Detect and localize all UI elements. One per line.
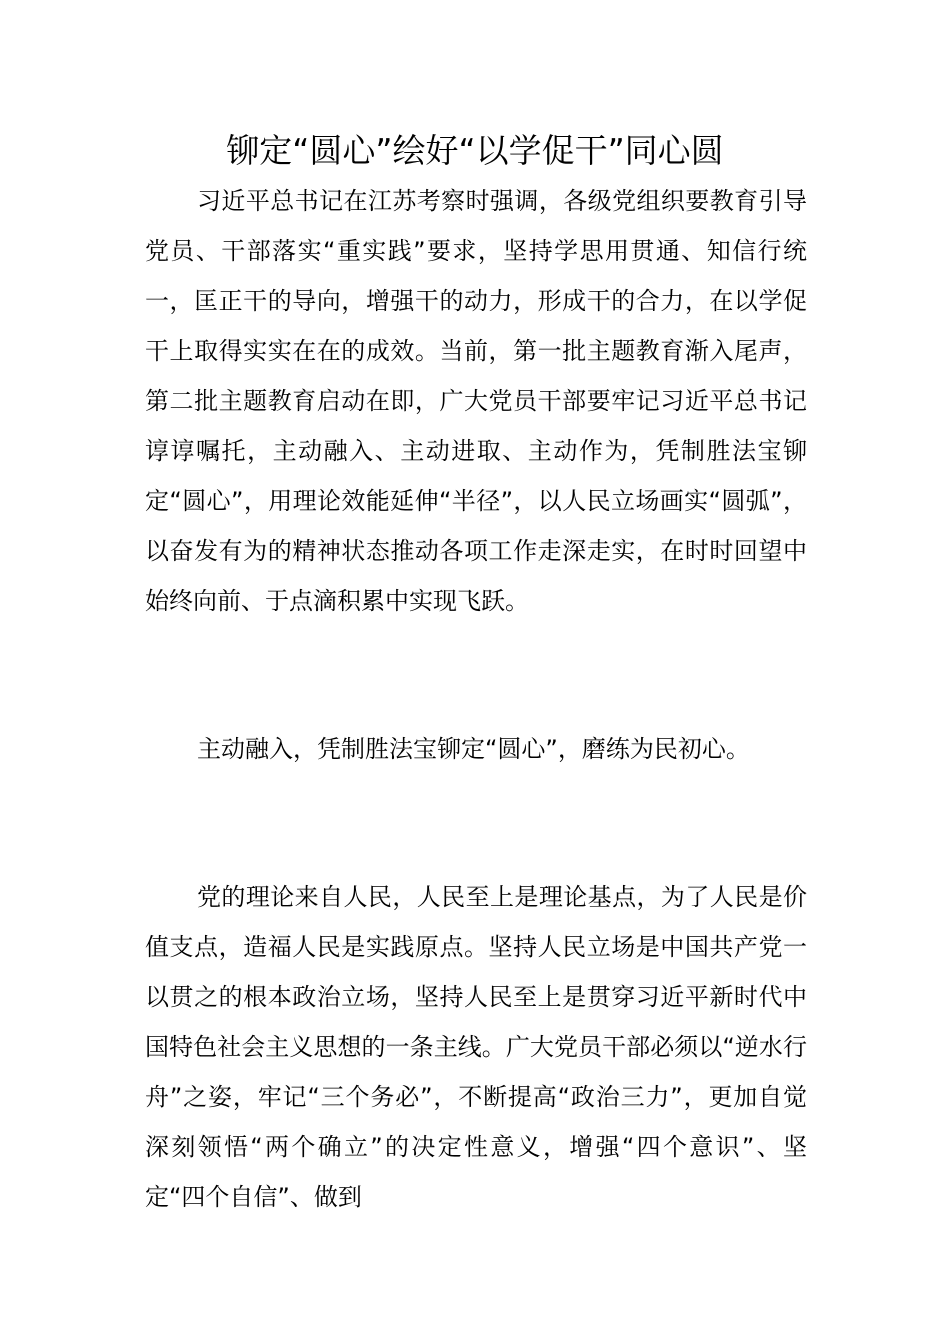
document-title: 铆定“圆心”绘好“以学促干”同心圆 [226, 131, 724, 170]
paragraph-body: 党的理论来自人民，人民至上是理论基点，为了人民是价值支点，造福人民是实践原点。坚持人民立场是中国共产党一以贯之的根本政治立场，坚持人民至上是贯穿习近平新时代中国特色社会主义思想的一条主线。广大党员干部必须以“逆水行舟”之姿，牢记“三个务必”，不断提高“政治三力”，更加自觉深刻领悟“两个确立”的决定性意义，增强“四个意识”、坚定“四个自信”、做到 [145, 883, 807, 1211]
paragraph-subheading: 主动融入，凭制胜法宝铆定“圆心”，磨练为民初心。 [197, 735, 750, 763]
paragraph-intro: 习近平总书记在江苏考察时强调，各级党组织要教育引导党员、干部落实“重实践”要求，坚持学思用贯通、知信行统一，匡正干的导向，增强干的动力，形成干的合力，在以学促干上取得实实在在的成效。当前，第一批主题教育渐入尾声，第二批主题教育启动在即，广大党员干部要牢记习近平总书记谆谆嘱托，主动融入、主动进取、主动作为，凭制胜法宝铆定“圆心”，用理论效能延伸“半径”，以人民立场画实“圆弧”，以奋发有为的精神状态推动各项工作走深走实，在时时回望中始终向前、于点滴积累中实现飞跃。 [145, 187, 807, 615]
